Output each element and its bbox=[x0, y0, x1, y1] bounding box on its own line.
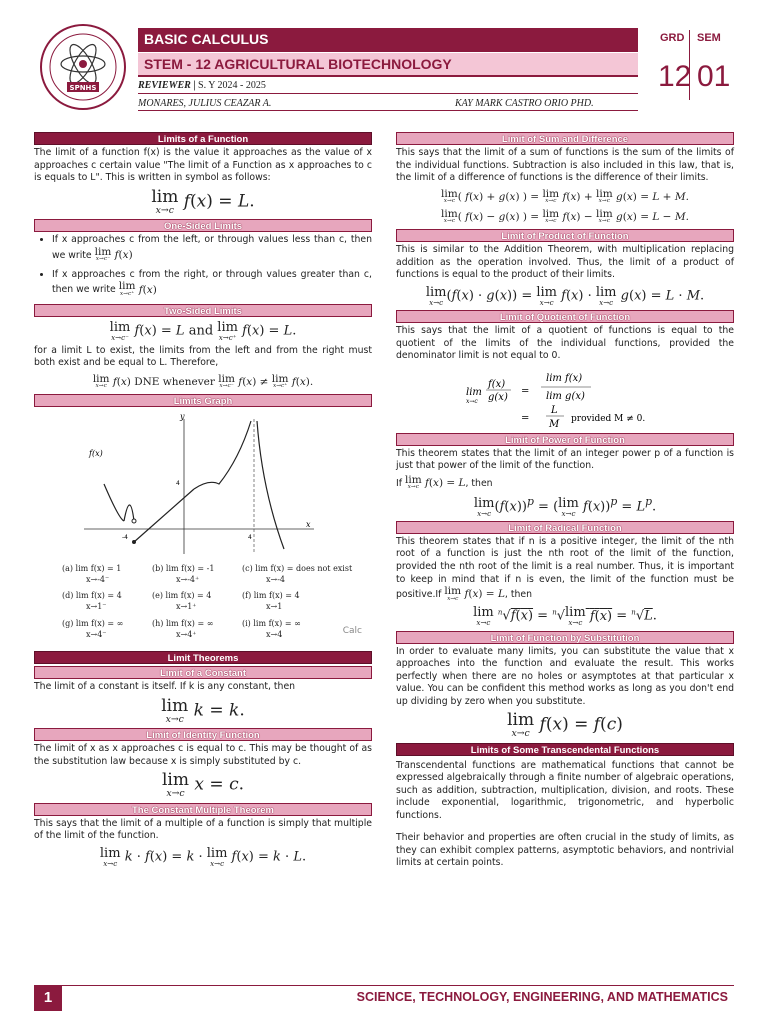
meta-divider bbox=[138, 93, 638, 94]
section-two-sided: Two-Sided Limits bbox=[34, 304, 372, 317]
power-condition: If lim x→c f(x) = L, then bbox=[396, 473, 493, 491]
logo-text: SPNHS bbox=[69, 84, 97, 92]
formula-two-sided: lim x→c⁻ f(x) = L and lim x→c⁺ f(x) = L. bbox=[109, 319, 297, 342]
one-sided-left-text: If x approaches c from the left, or through values less than c, then we write bbox=[52, 233, 372, 261]
q-num2: lim f(x) bbox=[546, 372, 583, 384]
two-sided-and: and bbox=[188, 323, 214, 339]
transcendental-text-2: Their behavior and properties are often crucial in the study of limits, as they can exhibit complex patterns, asymptotic behaviors, and nontrivial limits at certain points. bbox=[396, 832, 734, 869]
answer-f: (f) lim f(x) = 4 x→1 bbox=[242, 591, 300, 612]
one-sided-right-text: If x approaches c from the right, or through values greater than c, then we write bbox=[52, 268, 372, 296]
q-eq2: = bbox=[521, 412, 530, 424]
graph-calc-watermark: Calc bbox=[342, 626, 362, 637]
answer-h: (h) lim f(x) = ∞ x→4⁺ bbox=[152, 618, 214, 639]
section-quotient: Limit of Quotient of Function bbox=[396, 310, 734, 323]
section-constant: Limit of a Constant bbox=[34, 666, 372, 679]
y-axis-letter: y bbox=[180, 412, 185, 422]
formula-power: lim x→c $(f(x))^p = (\lim$ x→c $f(x))^p = L^p$. bbox=[473, 495, 657, 518]
q-lim: lim bbox=[466, 386, 482, 398]
footer-text: SCIENCE, TECHNOLOGY, ENGINEERING, AND MATHEMATICS bbox=[356, 990, 728, 1004]
answer-g: (g) lim f(x) = ∞ x→4⁻ bbox=[62, 618, 124, 639]
constant-text: The limit of a constant is itself. If k is any constant, then bbox=[34, 681, 296, 693]
curve-left-arm bbox=[104, 484, 124, 521]
q-eq1: = bbox=[521, 385, 530, 397]
limits-graph bbox=[34, 409, 372, 649]
tick-y-4: 4 bbox=[176, 480, 180, 488]
school-year: S. Y 2024 - 2025 bbox=[198, 80, 266, 91]
section-transcendental: Limits of Some Transcendental Functions bbox=[396, 743, 734, 756]
power-text: This theorem states that the limit of an integer power p of a function is just that power of the limit of the function. bbox=[396, 447, 734, 472]
section-identity: Limit of Identity Function bbox=[34, 728, 372, 741]
section-limits-graph: Limits Graph bbox=[34, 394, 372, 407]
reviewer-label: REVIEWER bbox=[138, 80, 191, 91]
formula-identity: lim x→c x = c. bbox=[162, 770, 244, 800]
formula-multiple: lim x→c k · f(x) = k · lim x→c f(x) = k · L. bbox=[99, 845, 307, 868]
grade-number: 12 bbox=[658, 60, 692, 93]
graph-answers bbox=[62, 564, 372, 641]
grade-label: GRD bbox=[660, 32, 685, 44]
formula-radical: lim x→c $^n$√f(x) = $^n$√lim x→c f(x) = $^n$√L. bbox=[473, 605, 657, 628]
formula-limit-def: lim x→c f(x) = L. bbox=[151, 186, 255, 216]
course-subtitle: STEM - 12 AGRICULTURAL BIOTECHNOLOGY bbox=[138, 53, 638, 77]
page-number: 1 bbox=[34, 985, 62, 1011]
section-sum-difference: Limit of Sum and Difference bbox=[396, 132, 734, 145]
right-column bbox=[396, 130, 734, 872]
formula-quotient bbox=[396, 367, 734, 429]
school-logo bbox=[40, 24, 126, 110]
q-provided: provided M ≠ 0. bbox=[571, 413, 646, 424]
answer-e: (e) lim f(x) = 4 x→1⁺ bbox=[152, 591, 212, 612]
limits-graph-svg bbox=[34, 409, 372, 559]
section-product: Limit of Product of Function bbox=[396, 229, 734, 242]
graph-fx-label: f(x) bbox=[89, 449, 103, 459]
tick-x-4: 4 bbox=[248, 534, 252, 542]
section-limit-theorems: Limit Theorems bbox=[34, 651, 372, 664]
limits-function-text: The limit of a function f(x) is the value it approaches as the value of x approaches c certain value "The limit of a Function as x approaches to c is equals to L". This is written in symbol as follows: bbox=[34, 147, 372, 184]
curve-right bbox=[257, 421, 284, 549]
section-substitution: Limit of Function by Substitution bbox=[396, 631, 734, 644]
formula-constant: lim x→c k = k. bbox=[161, 695, 245, 725]
curve-line bbox=[134, 489, 194, 542]
q-den: g(x) bbox=[488, 391, 508, 403]
reviewer-line: REVIEWER | S. Y 2024 - 2025 bbox=[138, 80, 266, 91]
answer-c: (c) lim f(x) = does not exist x→-4 bbox=[242, 563, 353, 584]
formula-dne: lim x→c f(x) DNE whenever lim x→c⁻ f(x) ≠ lim x→c⁺ f(x). bbox=[92, 372, 314, 390]
quotient-svg bbox=[396, 367, 734, 429]
formula-difference: lim x→c ( f(x) − g(x) ) = lim x→c f(x) − lim x→c g(x) = L − M. bbox=[441, 207, 689, 225]
q-M: M bbox=[549, 418, 560, 429]
two-sided-text: for a limit L to exist, the limits from the left and from the right must both exist and be equal to L. Therefore, bbox=[34, 344, 372, 369]
multiple-text: This says that the limit of a multiple of a function is simply that multiple of the limit of the function. bbox=[34, 817, 372, 842]
radical-text: This theorem states that if n is a positive integer, the limit of the nth root of a function is just the nth root of the limit of the function, provided the nth root of the limit is a real number. Thus, it is important to keep in mind that if n is even, the limit of the function must be positive.If lim x→c f(x) = L, then bbox=[396, 535, 734, 602]
section-constant-multiple: The Constant Multiple Theorem bbox=[34, 803, 372, 816]
answer-a: (a) lim f(x) = 1 x→-4⁻ bbox=[62, 563, 122, 584]
section-one-sided: One-Sided Limits bbox=[34, 219, 372, 232]
course-title: BASIC CALCULUS bbox=[138, 28, 638, 52]
author-left: MONARES, JULIUS CEAZAR A. bbox=[138, 98, 272, 109]
section-power: Limit of Power of Function bbox=[396, 433, 734, 446]
tick-x-neg4: -4 bbox=[122, 534, 128, 542]
q-den2: lim g(x) bbox=[546, 390, 585, 402]
answer-b: (b) lim f(x) = -1 x→-4⁺ bbox=[152, 563, 215, 584]
one-sided-right: • If x approaches c from the right, or through values greater than c, then we write lim x→c⁺ f(x) bbox=[52, 269, 372, 298]
formula-substitution: lim x→c f(x) = f(c) bbox=[507, 710, 623, 740]
formula-product: lim x→c (f(x) · g(x)) = lim x→c f(x) · lim x→c g(x) = L · M. bbox=[425, 284, 705, 307]
transcendental-text-1: Transcendental functions are mathematical functions that cannot be expressed algebraically through a finite number of algebraic operations, such as addition, subtraction, multiplication, division, and roots. These include exponential, logarithmic, trigonometric, and hyperbolic functions. bbox=[396, 759, 734, 821]
identity-text: The limit of x as x approaches c is equal to c. This may be thought of as the substitution law because x is simply substituted by c. bbox=[34, 743, 372, 767]
formula-sum: lim x→c ( f(x) + g(x) ) = lim x→c f(x) + lim x→c g(x) = L + M. bbox=[441, 187, 689, 205]
answer-d: (d) lim f(x) = 4 x→1⁻ bbox=[62, 591, 122, 612]
dne-text: DNE whenever bbox=[134, 376, 215, 389]
sum-text: This says that the limit of a sum of functions is the sum of the limits of the individual functions. Subtraction is also included in this law, that is, the limit of a difference of functions is the difference of their limits. bbox=[396, 147, 734, 184]
open-point bbox=[132, 519, 136, 523]
quotient-text: This says that the limit of a quotient of functions is equal to the quotient of the limits of the individual functions, provided the denominator limit is not equal to 0. bbox=[396, 325, 734, 362]
q-lim-sub: x→c bbox=[466, 397, 478, 405]
left-column bbox=[34, 130, 372, 871]
author-right: KAY MARK CASTRO ORIO PHD. bbox=[455, 98, 594, 109]
one-sided-list bbox=[52, 234, 372, 298]
one-sided-left: • If x approaches c from the left, or through values less than c, then we write lim x→c⁻ f(x) bbox=[52, 234, 372, 263]
author-divider bbox=[138, 110, 638, 111]
product-text: This is similar to the Addition Theorem, with multiplication replacing addition as the operation involved. Thus, the limit of a product of functions is equal to the product of their limits. bbox=[396, 244, 734, 281]
sem-number: 01 bbox=[697, 60, 731, 93]
q-num: f(x) bbox=[488, 378, 506, 390]
x-axis-letter: x bbox=[306, 520, 311, 530]
section-limits-function: Limits of a Function bbox=[34, 132, 372, 145]
section-radical: Limit of Radical Function bbox=[396, 521, 734, 534]
sem-label: SEM bbox=[697, 32, 721, 44]
answer-i: (i) lim f(x) = ∞ x→4 bbox=[242, 618, 301, 639]
q-L: L bbox=[551, 404, 558, 416]
curve-left-hump bbox=[124, 505, 134, 521]
curve-mid bbox=[194, 421, 251, 489]
substitution-text: In order to evaluate many limits, you can substitute the value that x approaches into the function and evaluate the result. This works perfectly when there are no holes or asymptotes at that particular x value. You can be confident this method works as long as you don't end up dividing by zero when you substitute. bbox=[396, 645, 734, 707]
